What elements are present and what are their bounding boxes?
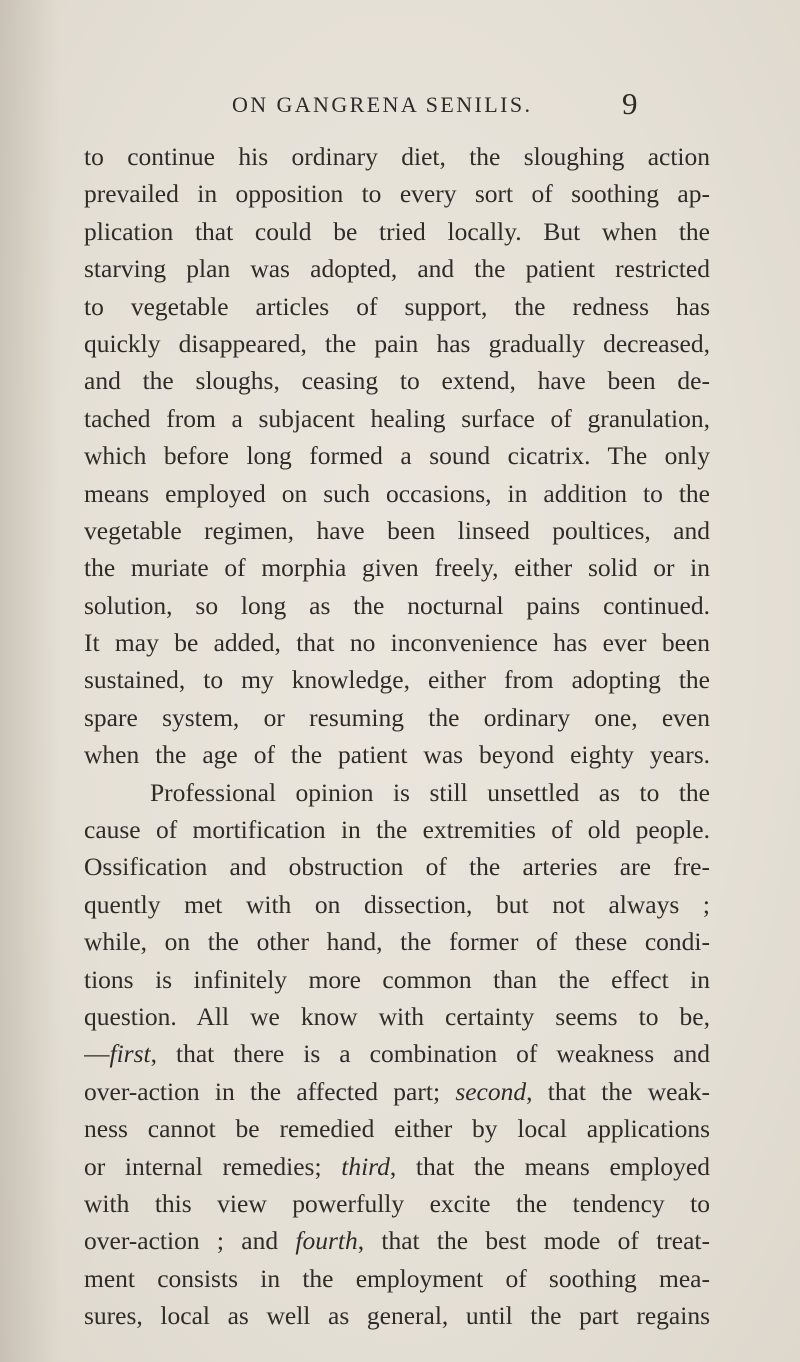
- text-segment: quickly disappeared, the pain has gradually decreased,: [84, 328, 710, 358]
- italic-word: first: [109, 1039, 151, 1069]
- text-line: [84, 587, 710, 624]
- text-segment: Ossification and obstruction of the arteries are fre-: [84, 852, 710, 882]
- italic-word: third: [341, 1151, 390, 1181]
- text-line: [84, 1073, 710, 1110]
- text-line: [84, 1297, 710, 1334]
- text-line: [84, 774, 710, 811]
- text-line: [84, 661, 710, 698]
- text-segment: the muriate of morphia given freely, either solid or in: [84, 553, 710, 583]
- text-line: [84, 288, 710, 325]
- italic-word: fourth: [295, 1226, 358, 1256]
- text-line: [84, 250, 710, 287]
- text-segment: —: [84, 1039, 110, 1069]
- text-segment: quently met with on dissection, but not always ;: [84, 889, 710, 919]
- text-segment: prevailed in opposition to every sort of soothing ap-: [84, 179, 710, 209]
- text-segment: sures, local as well as general, until the part regains: [84, 1301, 710, 1331]
- text-line: [84, 400, 710, 437]
- text-segment: to continue his ordinary diet, the sloughing action: [84, 142, 710, 171]
- text-line: [84, 175, 710, 212]
- text-segment: and the sloughs, ceasing to extend, have been de-: [84, 366, 710, 396]
- text-segment: cause of mortification in the extremities of old people.: [84, 815, 710, 845]
- body-text: [84, 138, 710, 1335]
- text-line: [84, 549, 710, 586]
- text-line: [84, 736, 710, 773]
- text-segment: or internal remedies;: [84, 1151, 342, 1181]
- text-segment: over-action ; and: [84, 1226, 296, 1256]
- text-segment: to vegetable articles of support, the redness has: [84, 291, 710, 321]
- text-line: [84, 1222, 710, 1259]
- text-line: [84, 811, 710, 848]
- text-line: [84, 1110, 710, 1147]
- gutter-shadow: [0, 0, 60, 1362]
- text-segment: plication that could be tried locally. But when the: [84, 216, 710, 246]
- text-line: [84, 624, 710, 661]
- text-segment: with this view powerfully excite the tendency to: [84, 1188, 710, 1218]
- text-segment: vegetable regimen, have been linseed poultices, and: [84, 515, 710, 545]
- text-segment: Professional opinion is still unsettled as to the: [150, 777, 710, 807]
- text-line: [84, 998, 710, 1035]
- text-segment: tions is infinitely more common than the effect in: [84, 964, 710, 994]
- text-segment: , that there is a combination of weakness and: [150, 1039, 710, 1069]
- text-line: [84, 512, 710, 549]
- text-segment: , that the means employed: [389, 1151, 710, 1181]
- page-header: [0, 86, 800, 132]
- text-segment: , that the weak-: [526, 1076, 710, 1106]
- text-line: [84, 886, 710, 923]
- text-segment: while, on the other hand, the former of these condi-: [84, 927, 710, 957]
- text-line: [84, 961, 710, 998]
- text-segment: ment consists in the employment of soothing mea-: [84, 1263, 710, 1293]
- text-segment: starving plan was adopted, and the patient restricted: [84, 254, 710, 284]
- text-segment: means employed on such occasions, in addition to the: [84, 478, 710, 508]
- text-line: [84, 699, 710, 736]
- text-line: [84, 138, 710, 175]
- text-line: [84, 475, 710, 512]
- running-title: ON GANGRENA SENILIS.: [232, 92, 533, 117]
- text-segment: sustained, to my knowledge, either from adopting the: [84, 665, 710, 695]
- text-line: [84, 1035, 710, 1072]
- text-segment: spare system, or resuming the ordinary one, even: [84, 702, 710, 732]
- text-segment: , that the best mode of treat-: [357, 1226, 710, 1256]
- text-segment: solution, so long as the nocturnal pains continued.: [84, 590, 710, 620]
- text-line: [84, 1185, 710, 1222]
- text-segment: ness cannot be remedied either by local applications: [84, 1114, 710, 1144]
- text-segment: It may be added, that no inconvenience has ever been: [84, 628, 710, 658]
- text-line: [84, 325, 710, 362]
- text-line: [84, 437, 710, 474]
- text-segment: tached from a subjacent healing surface of granulation,: [84, 403, 710, 433]
- text-line: [84, 213, 710, 250]
- text-segment: when the age of the patient was beyond eighty years.: [84, 740, 710, 770]
- text-line: [84, 848, 710, 885]
- text-line: [84, 362, 710, 399]
- page-number: 9: [622, 86, 638, 121]
- text-line: [84, 923, 710, 960]
- text-segment: question. All we know with certainty seems to be,: [84, 1001, 710, 1031]
- text-line: [84, 1148, 710, 1185]
- italic-word: second: [455, 1076, 527, 1106]
- text-segment: over-action in the affected part;: [84, 1076, 456, 1106]
- text-segment: which before long formed a sound cicatrix. The only: [84, 441, 710, 471]
- text-line: [84, 1260, 710, 1297]
